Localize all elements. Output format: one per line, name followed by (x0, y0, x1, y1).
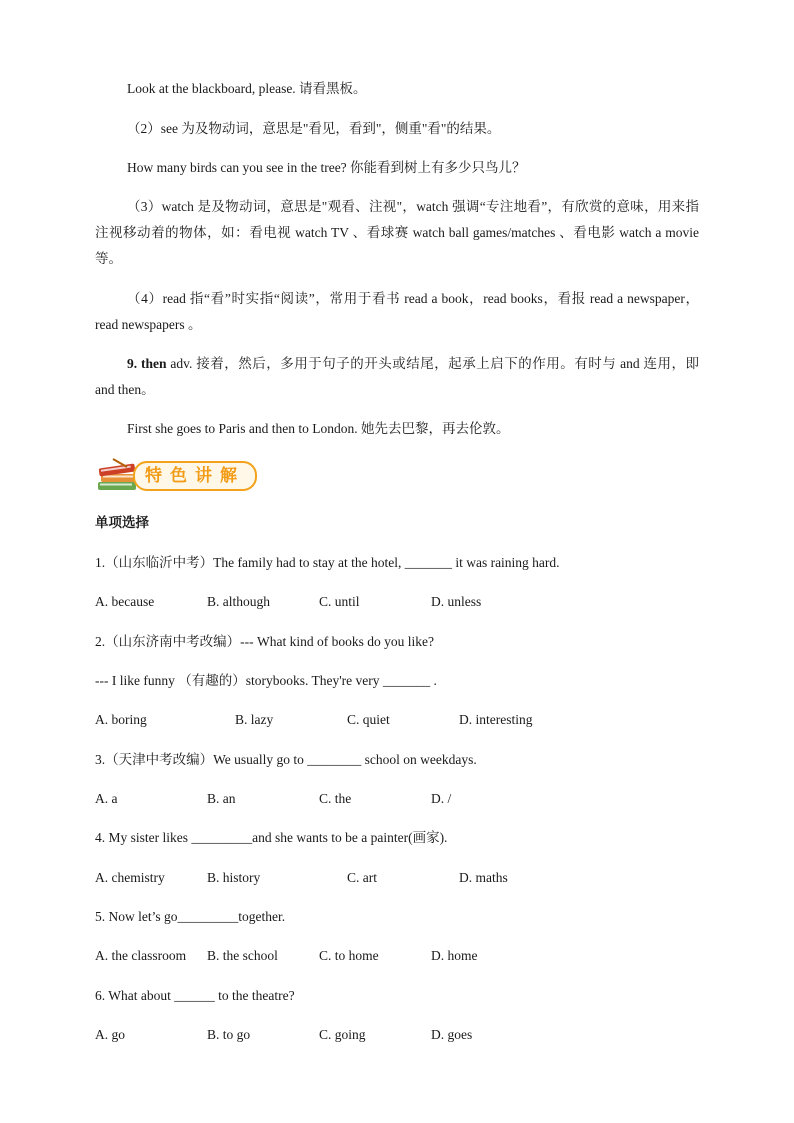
option-b[interactable]: B. although (207, 594, 270, 609)
option-c[interactable]: C. art (347, 870, 377, 885)
question-6-stem: 6. What about ______ to the theatre? (95, 988, 295, 1003)
then-headword: 9. then (127, 356, 167, 371)
option-a[interactable]: A. go (95, 1027, 125, 1042)
option-a[interactable]: A. chemistry (95, 870, 165, 885)
option-b[interactable]: B. the school (207, 948, 278, 963)
option-d[interactable]: D. goes (431, 1027, 473, 1042)
section-title: 单项选择 (95, 515, 149, 530)
option-d[interactable]: D. maths (459, 870, 508, 885)
banner-label: 特色讲解 (133, 461, 257, 491)
question-3-stem: 3.（天津中考改编）We usually go to ________ school on weekdays. (95, 752, 477, 767)
option-b[interactable]: B. an (207, 791, 236, 806)
option-a[interactable]: A. the classroom (95, 948, 187, 963)
option-c[interactable]: C. quiet (347, 712, 390, 727)
option-d[interactable]: D. unless (431, 594, 482, 609)
option-c[interactable]: C. until (319, 594, 360, 609)
then-definition-text: adv. 接着，然后，多用于句子的开头或结尾，起承上启下的作用。有时与 and 连用，即 and then。 (95, 356, 699, 397)
question-3-options (95, 790, 699, 808)
option-b[interactable]: B. lazy (235, 712, 274, 727)
question-4-options (95, 869, 699, 887)
see-example: How many birds can you see in the tree? 你能看到树上有多少只鸟儿？ (127, 160, 526, 175)
option-d[interactable]: D. home (431, 948, 478, 963)
question-2-stem: 2.（山东济南中考改编）--- What kind of books do you like? (95, 634, 434, 649)
then-example: First she goes to Paris and then to London. 她先去巴黎，再去伦敦。 (127, 421, 510, 436)
option-a[interactable]: A. a (95, 791, 118, 806)
look-example: Look at the blackboard, please. 请看黑板。 (127, 81, 367, 96)
feature-banner (95, 455, 265, 495)
then-definition (95, 351, 699, 403)
option-b[interactable]: B. history (207, 870, 261, 885)
option-a[interactable]: A. because (95, 594, 155, 609)
watch-definition: （3）watch 是及物动词，意思是"观看、注视"，watch 强调“专注地看”，有欣赏的意味，用来指注视移动着的物体，如：看电视 watch TV 、看球赛 watch ball games/matches 、看电影 watch a movie 等。 (95, 199, 699, 266)
option-d[interactable]: D. / (431, 791, 452, 806)
option-c[interactable]: C. going (319, 1027, 366, 1042)
option-d[interactable]: D. interesting (459, 712, 533, 727)
question-2-stem-line2: --- I like funny （有趣的）storybooks. They're very _______ . (95, 673, 437, 688)
question-4-stem: 4. My sister likes _________and she wants to be a painter(画家). (95, 830, 448, 845)
option-a[interactable]: A. boring (95, 712, 147, 727)
question-5-options (95, 947, 699, 965)
question-2-options (95, 711, 699, 729)
read-definition: （4）read 指“看”时实指“阅读”，常用于看书 read a book，read books，看报 read a newspaper，read newspapers 。 (95, 291, 699, 332)
option-c[interactable]: C. the (319, 791, 352, 806)
option-b[interactable]: B. to go (207, 1027, 251, 1042)
option-c[interactable]: C. to home (319, 948, 379, 963)
question-1-stem: 1.（山东临沂中考）The family had to stay at the hotel, _______ it was raining hard. (95, 555, 560, 570)
question-5-stem: 5. Now let’s go_________together. (95, 909, 286, 924)
question-6-options (95, 1026, 699, 1044)
see-definition: （2）see 为及物动词，意思是"看见，看到"，侧重"看"的结果。 (127, 121, 501, 136)
question-1-options (95, 593, 699, 611)
